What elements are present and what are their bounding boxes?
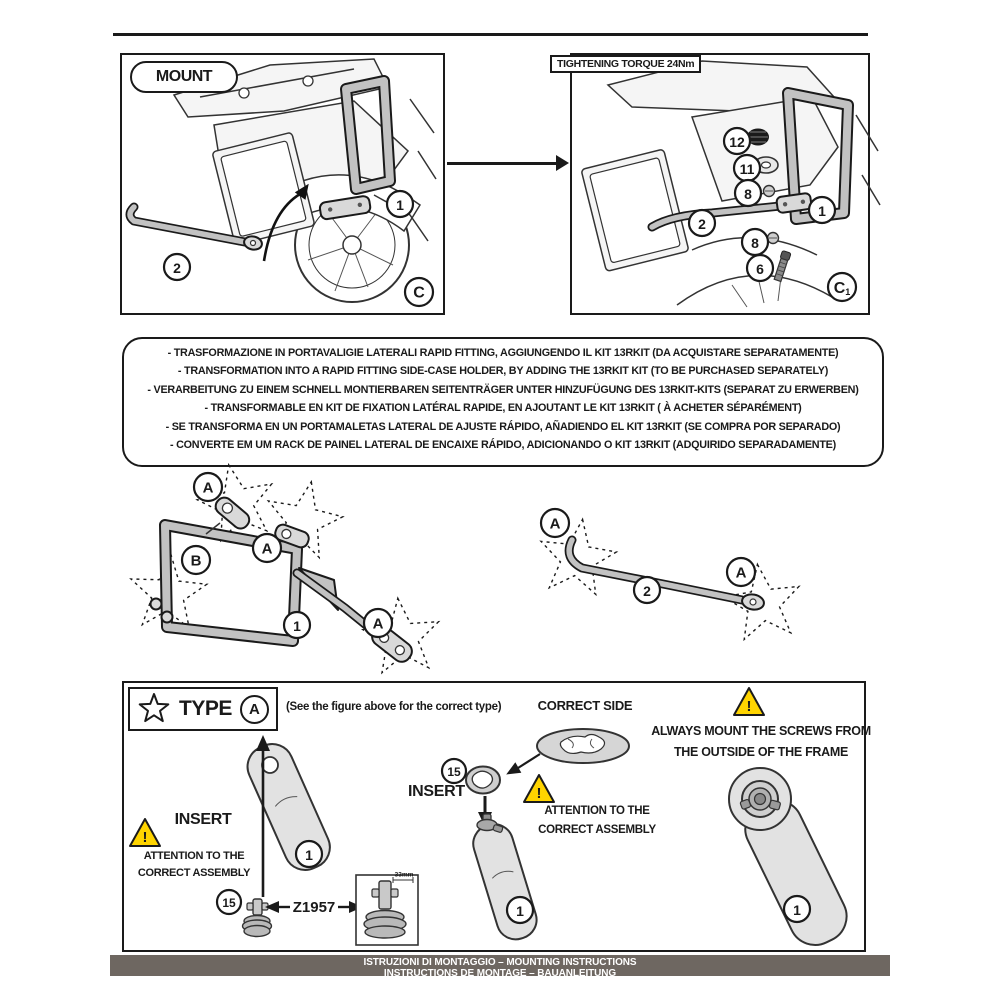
callout-15-left bbox=[217, 890, 241, 914]
callout-12 bbox=[724, 128, 750, 154]
footer-bar bbox=[110, 955, 890, 976]
svg-text:!: ! bbox=[746, 698, 752, 715]
svg-text:1: 1 bbox=[293, 618, 301, 634]
callout-6 bbox=[747, 255, 773, 281]
callout-A-mid bbox=[253, 534, 281, 562]
note-line-fr: - TRANSFORMABLE EN KIT DE FIXATION LATÉRAL RAPIDE, EN AJOUTANT LE KIT 13RKIT ( À ACHETER SÉPARÉMENT) bbox=[204, 402, 802, 415]
callout-1 bbox=[284, 612, 310, 638]
callout-A-bar-right bbox=[727, 558, 755, 586]
washer-part15-mid bbox=[466, 767, 500, 794]
callout-1-left-arm bbox=[296, 841, 322, 867]
callout-2 bbox=[164, 254, 190, 280]
attention-left-line2: CORRECT ASSEMBLY bbox=[137, 867, 251, 879]
svg-text:6: 6 bbox=[756, 261, 764, 277]
plug-detail-box bbox=[356, 872, 418, 946]
note-line-de: - VERARBEITUNG ZU EINEM SCHNELL MONTIERBAREN SEITENTRÄGER UNTER HINZUFÜGUNG DES 13RKIT-KITS (SEPARAT ZU ERWERBEN) bbox=[147, 383, 859, 396]
svg-text:!: ! bbox=[142, 829, 148, 846]
svg-text:A: A bbox=[202, 479, 214, 497]
svg-text:1: 1 bbox=[818, 203, 826, 219]
callout-11 bbox=[734, 155, 760, 181]
insert-label-mid: INSERT bbox=[408, 783, 465, 800]
note-line-pt: - CONVERTE EM UM RACK DE PAINEL LATERAL DE ENCAIXE RÁPIDO, ADICIONANDO O KIT 13RKIT (ADQUIRIDO SEPARADAMENTE) bbox=[170, 439, 836, 452]
svg-text:C: C bbox=[413, 284, 425, 302]
svg-text:8: 8 bbox=[751, 235, 759, 251]
svg-text:A: A bbox=[735, 564, 747, 582]
svg-text:A: A bbox=[549, 515, 561, 533]
screw-part8-lower bbox=[768, 233, 779, 244]
z1957-reference bbox=[265, 899, 363, 916]
callout-B bbox=[182, 546, 210, 574]
tail-body bbox=[692, 97, 838, 201]
svg-text:2: 2 bbox=[643, 583, 651, 599]
callout-C1 bbox=[828, 273, 856, 301]
torque-header bbox=[550, 55, 701, 73]
torque-motorcycle-figure bbox=[572, 55, 868, 313]
callout-2 bbox=[689, 210, 715, 236]
callout-15-mid bbox=[442, 759, 466, 783]
type-star-marks bbox=[128, 457, 805, 674]
type-label: TYPE bbox=[179, 697, 232, 720]
svg-text:A: A bbox=[372, 615, 384, 633]
warning-triangle-icon-mid bbox=[524, 775, 554, 802]
svg-text:1: 1 bbox=[793, 902, 801, 918]
attention-left-line1: ATTENTION TO THE bbox=[143, 850, 245, 862]
correct-side-washer bbox=[537, 729, 629, 763]
svg-text:11: 11 bbox=[739, 161, 755, 177]
callout-1-big-arm bbox=[784, 896, 810, 922]
type-letter-badge: A bbox=[240, 695, 269, 724]
svg-text:2: 2 bbox=[173, 260, 181, 276]
pannier-plate bbox=[581, 149, 689, 271]
svg-text:12: 12 bbox=[729, 134, 745, 150]
callout-8b bbox=[742, 229, 768, 255]
callout-8a bbox=[735, 180, 761, 206]
attention-mid-line2: CORRECT ASSEMBLY bbox=[538, 824, 656, 836]
callout-A-bar-left bbox=[541, 509, 569, 537]
callout-2 bbox=[634, 577, 660, 603]
svg-text:B: B bbox=[190, 552, 202, 570]
correct-side-label: CORRECT SIDE bbox=[537, 698, 633, 713]
z1957-label: Z1957 bbox=[292, 899, 336, 916]
svg-text:2: 2 bbox=[698, 216, 706, 232]
svg-text:1: 1 bbox=[305, 847, 313, 863]
note-line-en: - TRANSFORMATION INTO A RAPID FITTING SIDE-CASE HOLDER, BY ADDING THE 13RKIT KIT (TO BE PURCHASED SEPARATELY) bbox=[177, 365, 829, 378]
svg-text:15: 15 bbox=[222, 896, 236, 910]
svg-text:8: 8 bbox=[744, 186, 752, 202]
svg-text:1: 1 bbox=[396, 197, 404, 213]
frame-part1-figure bbox=[151, 494, 416, 665]
parts-overview-figure bbox=[120, 468, 880, 682]
svg-text:15: 15 bbox=[447, 765, 461, 779]
top-rule bbox=[113, 33, 868, 36]
note-line-it: - TRASFORMAZIONE IN PORTAVALIGIE LATERALI RAPID FITTING, AGGIUNGENDO IL KIT 13RKIT (DA ACQUISTARE SEPARATAMENTE) bbox=[167, 347, 839, 359]
mount-panel bbox=[120, 53, 445, 315]
svg-text:1: 1 bbox=[516, 903, 524, 919]
type-a-header-box bbox=[128, 687, 278, 731]
mount-label-text: MOUNT bbox=[155, 68, 213, 85]
upper-tab-a bbox=[212, 494, 252, 531]
type-a-panel bbox=[122, 681, 871, 952]
attention-mid-line1: ATTENTION TO THE bbox=[544, 805, 650, 817]
type-subtitle: (See the figure above for the correct type) bbox=[286, 701, 502, 713]
always-mount-line1: ALWAYS MOUNT THE SCREWS FROM bbox=[651, 724, 871, 738]
callout-C bbox=[405, 278, 433, 306]
footer-line1: ISTRUZIONI DI MONTAGGIO – MOUNTING INSTRUCTIONS bbox=[363, 957, 637, 968]
always-mount-line2: THE OUTSIDE OF THE FRAME bbox=[673, 745, 849, 759]
mount-label bbox=[130, 61, 238, 93]
dimension-label: 33mm bbox=[394, 871, 414, 879]
callout-A-lower bbox=[364, 609, 392, 637]
panel-connector-line bbox=[447, 162, 557, 165]
bolt-part6 bbox=[773, 250, 791, 281]
screw-part8-upper bbox=[764, 186, 775, 197]
warning-triangle-icon-top bbox=[734, 688, 764, 715]
footer-line2: INSTRUCTIONS DE MONTAGE – BAUANLEITUNG bbox=[383, 967, 617, 976]
panel-connector-arrowhead bbox=[556, 155, 569, 171]
svg-text:!: ! bbox=[536, 785, 542, 802]
callout-1 bbox=[809, 197, 835, 223]
insert-label-left: INSERT bbox=[174, 811, 232, 828]
frame-arm-outside-view bbox=[729, 768, 855, 954]
callout-A-top bbox=[194, 473, 222, 501]
plug-part15 bbox=[243, 899, 272, 937]
note-line-es: - SE TRANSFORMA EN UN PORTAMALETAS LATERAL DE AJUSTE RÁPIDO, AÑADIENDO EL KIT 13RKIT (SE COMPRA POR SEPARADO) bbox=[165, 420, 841, 433]
multilingual-notes-box bbox=[122, 337, 884, 467]
frame-context-lines bbox=[856, 115, 880, 205]
oval-to-washer-arrow bbox=[503, 754, 540, 780]
svg-text:A: A bbox=[261, 540, 273, 558]
svg-text:C1: $C_1$ bbox=[833, 279, 851, 297]
warning-triangle-icon-left bbox=[130, 819, 160, 846]
torque-panel bbox=[557, 53, 870, 315]
torque-header-text: TIGHTENING TORQUE 24Nm bbox=[557, 58, 695, 70]
mount-motorcycle-figure bbox=[122, 55, 443, 313]
callout-1 bbox=[387, 191, 413, 217]
callout-1-mid-arm bbox=[507, 897, 533, 923]
star-icon bbox=[137, 692, 171, 726]
